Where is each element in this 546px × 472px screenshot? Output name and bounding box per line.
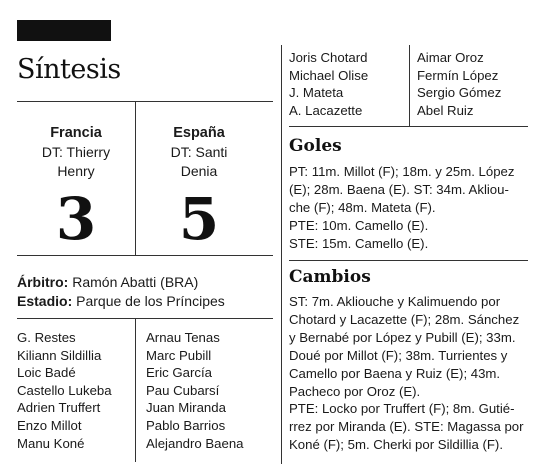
player-francia: G. Restes [17,330,76,345]
team-home-name: Francia [50,125,102,141]
divider-score-bottom [17,255,273,256]
lineup-espana-part1 [146,329,244,452]
cambios-line: Chotard y Lacazette (F); 28m. Sánchez [289,311,520,327]
team-away-coach-line-2: Denia [180,163,218,179]
referee-value: Ramón Abatti (BRA) [72,274,199,290]
team-away-name: España [173,125,225,141]
cambios-line: PTE: Locko por Truffert (F); 8m. Gutié- [289,401,515,417]
goles-line: (E); 28m. Baena (E). ST: 34m. Akliou- [289,181,509,197]
player-espana: Pau Cubarsí [146,382,220,398]
player-francia: Manu Koné [17,435,85,451]
goles-line: STE: 15m. Camello (E). [289,235,429,251]
player-espana: Juan Miranda [146,400,226,416]
divider-cambios-top [289,260,528,261]
team-home-score: 3 [55,185,97,253]
cambios-line: Camello por Baena y Ruiz (E); 43m. [289,365,501,381]
referee-label: Árbitro: [17,274,69,290]
player-espana: Eric García [146,365,212,381]
referee-line [17,273,198,292]
cambios-heading: Cambios [289,267,371,287]
divider-goles-top [289,126,528,127]
goles-text [289,163,515,253]
divider-info-bottom [17,318,273,319]
team-away [140,124,258,253]
goles-line: PTE: 10m. Camello (E). [289,217,429,233]
team-home-coach-line-2: Henry [57,163,95,179]
stadium-value: Parque de los Príncipes [76,293,225,309]
player-francia: Castello Lukeba [17,382,112,398]
team-away-coach-line-1: DT: Santi [170,144,228,160]
cambios-line: Doué por Millot (F); 38m. Turrientes y [289,347,508,363]
page-title: Síntesis [17,54,121,85]
goles-line: che (F); 48m. Mateta (F). [289,199,436,215]
divider-lineup-left [135,318,136,462]
goles-heading: Goles [289,136,342,156]
team-home-coach-line-1: DT: Thierry [41,144,111,160]
team-away-score: 5 [178,185,220,253]
cambios-line: ST: 7m. Akliouche y Kalimuendo por [289,294,501,309]
lineup-espana-part2 [417,49,501,119]
cambios-line: Koné (F); 5m. Cherki por Sildillia (F). [289,437,503,453]
cambios-text [289,293,524,454]
cambios-line: rrez por Miranda (E). STE: Magassa por [289,419,524,435]
goles-line: PT: 11m. Millot (F); 18m. y 25m. López [289,164,515,179]
player-espana: Marc Pubill [146,347,212,363]
player-francia: J. Mateta [289,85,344,101]
player-espana: Pablo Barrios [146,417,226,433]
divider-lineup-right [409,45,410,126]
team-home [17,124,135,253]
cambios-line: y Bernabé por López y Pubill (E); 33m. [289,329,516,345]
column-separator [281,45,282,464]
stadium-line [17,292,225,311]
player-espana: Fermín López [417,67,499,83]
lineup-francia-part2 [289,49,368,119]
cambios-line: Pacheco por Oroz (E). [289,383,421,399]
player-francia: Loic Badé [17,365,76,381]
player-francia: Enzo Millot [17,417,82,433]
player-francia: Kiliann Sildillia [17,347,102,363]
lineup-francia-part1 [17,329,112,452]
player-francia: Michael Olise [289,67,369,83]
divider-top [17,101,273,102]
player-espana: Abel Ruiz [417,102,474,118]
divider-score-center [135,101,136,255]
player-espana: Aimar Oroz [417,50,484,65]
player-espana: Arnau Tenas [146,330,220,345]
player-francia: Adrien Truffert [17,400,101,416]
stadium-label: Estadio: [17,293,73,309]
player-espana: Alejandro Baena [146,435,244,451]
player-francia: A. Lacazette [289,102,363,118]
section-marker-bar [17,20,111,41]
player-espana: Sergio Gómez [417,85,502,101]
player-francia: Joris Chotard [289,50,368,65]
